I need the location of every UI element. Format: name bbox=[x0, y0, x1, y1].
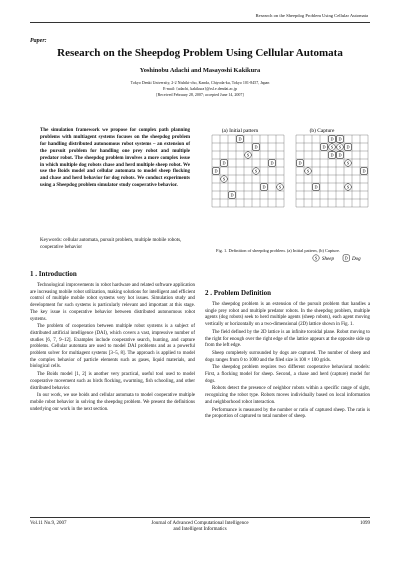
legend-dog-glyph: D bbox=[344, 255, 348, 261]
definition-paragraph: Robots detect the presence of neighbor robots within a specific range of sight, recognizing the robot type. Robots moves individually based on local information and neighborhood robot interaction. bbox=[205, 386, 370, 405]
footer-journal bbox=[128, 521, 272, 533]
panel-b-sheep-glyph: S bbox=[346, 184, 350, 190]
panel-b-dog-glyph: D bbox=[362, 168, 366, 174]
header-rule bbox=[30, 22, 370, 23]
page-number: 1099 bbox=[360, 521, 370, 526]
panel-a-grid bbox=[212, 135, 284, 207]
definition-paragraph: The sheepdog problem requires two different cooperative behavioral models: First, a flocking model for sheep. Second, a chase and herd (capture) model for dogs. bbox=[205, 365, 370, 384]
affiliation-address: Tokyo Denki University, 2-2 Nishiki-cho, Kanda, Chiyoda-ku, Tokyo 101-8457, Japan bbox=[130, 80, 270, 85]
panel-a-dog-glyph: D bbox=[214, 168, 218, 174]
panel-b-dog-glyph: D bbox=[298, 160, 302, 166]
panel-b-dog-glyph: D bbox=[330, 136, 334, 142]
legend-sheep-glyph: S bbox=[314, 255, 318, 261]
journal-name-line-1: Journal of Advanced Computational Intelligence bbox=[151, 521, 249, 526]
panel-b-grid bbox=[296, 135, 368, 207]
panel-b-label: (b) Capture bbox=[309, 128, 335, 134]
figure-legend bbox=[313, 255, 361, 262]
panel-b-sheep-glyph: S bbox=[338, 144, 342, 150]
panel-b-dog-glyph: D bbox=[338, 136, 342, 142]
keywords: Keywords: cellular automata, pursuit problem, multiple mobile robots, cooperative behavior bbox=[40, 238, 182, 250]
section-heading-problem-definition: 2 . Problem Definition bbox=[205, 289, 271, 297]
panel-a-dog-glyph: D bbox=[238, 136, 242, 142]
received-dates: [Received February 28, 2007; accepted June 14, 2007] bbox=[156, 92, 244, 97]
panel-a-sheep-glyph: S bbox=[278, 184, 282, 190]
panel-b-sheep-glyph: S bbox=[330, 144, 334, 150]
affiliation-email: E-mail: {adachi, kakikura}@rsl.e.dendai.ac.jp bbox=[162, 86, 238, 91]
panel-a-sheep-glyph: S bbox=[246, 152, 250, 158]
footer-volume: Vol.11 No.9, 2007 bbox=[30, 521, 67, 526]
panel-b-dog-glyph: D bbox=[330, 152, 334, 158]
legend-sheep-label: Sheep bbox=[322, 257, 334, 262]
panel-b-sheep-glyph: S bbox=[346, 160, 350, 166]
panel-a-label: (a) Initial pattern bbox=[221, 128, 259, 134]
running-head: Research on the Sheepdog Problem Using Cellular Automata bbox=[255, 13, 368, 18]
section-heading-introduction: 1 . Introduction bbox=[30, 270, 77, 278]
panel-a-dog-glyph: D bbox=[270, 160, 274, 166]
panel-a-dog-glyph: D bbox=[262, 184, 266, 190]
introduction-paragraph: In our work, we use boids and cellular automata to model cooperative multiple mobile robot behavior in solving the sheepdog problem. We present the definitions underlying our work in the next section. bbox=[30, 393, 195, 412]
problem-definition-body bbox=[205, 302, 370, 422]
panel-a-sheep-glyph: S bbox=[254, 168, 258, 174]
introduction-paragraph: Technological improvements in robot hardware and related software application are increasing mobile robot utilization, making solutions for intelligent and efficient control of multiple mobile robot systems very hot issues. Simulation study and development for such systems is particularly relevant and important at this stage. The key issue is cooperative behavior between distributed autonomous robot systems. bbox=[30, 283, 195, 322]
journal-name-line-2: and Intelligent Informatics bbox=[173, 527, 227, 532]
panel-b-dog-glyph: D bbox=[314, 184, 318, 190]
panel-b-dog-glyph: D bbox=[322, 144, 326, 150]
introduction-paragraph: The Boids model [1, 2] is another very practical, useful tool used to model cooperative movement such as birds flocking, swarming, fish schooling, and other distributed behavior. bbox=[30, 372, 195, 391]
footer-rule bbox=[30, 517, 370, 518]
figure-1 bbox=[210, 125, 370, 265]
definition-paragraph: The field defined by the 2D lattice is an infinite toroidal plane. Robot moving to the right for enough over the right edge of the lattice appears at the opposite side up from the left edge. bbox=[205, 329, 370, 349]
panel-a-dog-glyph: D bbox=[222, 160, 226, 166]
definition-paragraph: Performance is measured by the number or ratio of captured sheep. The ratio is the proportion of captured to total number of sheep. bbox=[205, 407, 370, 420]
paper-label: Paper: bbox=[30, 38, 47, 44]
author-list: Yoshinobu Adachi and Masayoshi Kakikura bbox=[139, 67, 261, 74]
panel-b-dog-glyph: D bbox=[338, 152, 342, 158]
introduction-body bbox=[30, 283, 195, 414]
panel-a-dog-glyph: D bbox=[254, 144, 258, 150]
panel-b-dog-glyph: D bbox=[346, 144, 350, 150]
figure-caption: Fig. 1. Definition of sheepdog problem. (a) Initial pattern, (b) Capture. bbox=[216, 248, 341, 253]
definition-paragraph: Sheep completely surrounded by dogs are captured. The number of sheep and dogs ranges from 0 to 1000 and the filed size is 100 × 100 grids. bbox=[205, 350, 370, 363]
introduction-paragraph: The problem of cooperation between multiple robot systems is a subject of distributed artificial intelligence (DAI), which covers a vast, impressive number of studies [6, 7, 9–12]. Examples include cooperative search, hunting, and capture problems. Cellular automata are used to model DAI problems and as a powerful problem solver for multiagent systems [3–5, 8]. The approach is applied to model the complex behavior of particle elements such as gases, liquid materials, and biological cells. bbox=[30, 324, 195, 370]
panel-b-sheep-glyph: S bbox=[306, 168, 310, 174]
definition-paragraph: The sheepdog problem is an extension of the pursuit problem that handles a single prey robot and multiple predator robots. In the sheepdog problem, multiple agents (dog robots) seek to herd multiple agents (sheep robots), each agent moving vertically or horizontally on a two-dimensional (2D) lattice shown in Fig. 1. bbox=[205, 302, 370, 328]
paper-title: Research on the Sheepdog Problem Using Cellular Automata bbox=[57, 47, 343, 59]
panel-a-sheep-glyph: S bbox=[222, 176, 226, 182]
abstract: The simulation framework we propose for complex path planning problems with multiagent systems focuses on the sheepdog problem for handling distributed autonomous robot systems – an extension of the pursuit problem for handling one prey robot and multiple predator robot. The sheepdog problem involves a more complex issue in which multiple dog robots chase and herd multiple sheep robot. We use the Boids model and cellular automata to model sheep flocking and chase and herd behavior for dog robots. We conduct experiments using a Sheepdog problem simulator study cooperative behavior. bbox=[40, 128, 190, 189]
panel-a-dog-glyph: D bbox=[230, 192, 234, 198]
legend-dog-label: Dog bbox=[352, 257, 361, 262]
